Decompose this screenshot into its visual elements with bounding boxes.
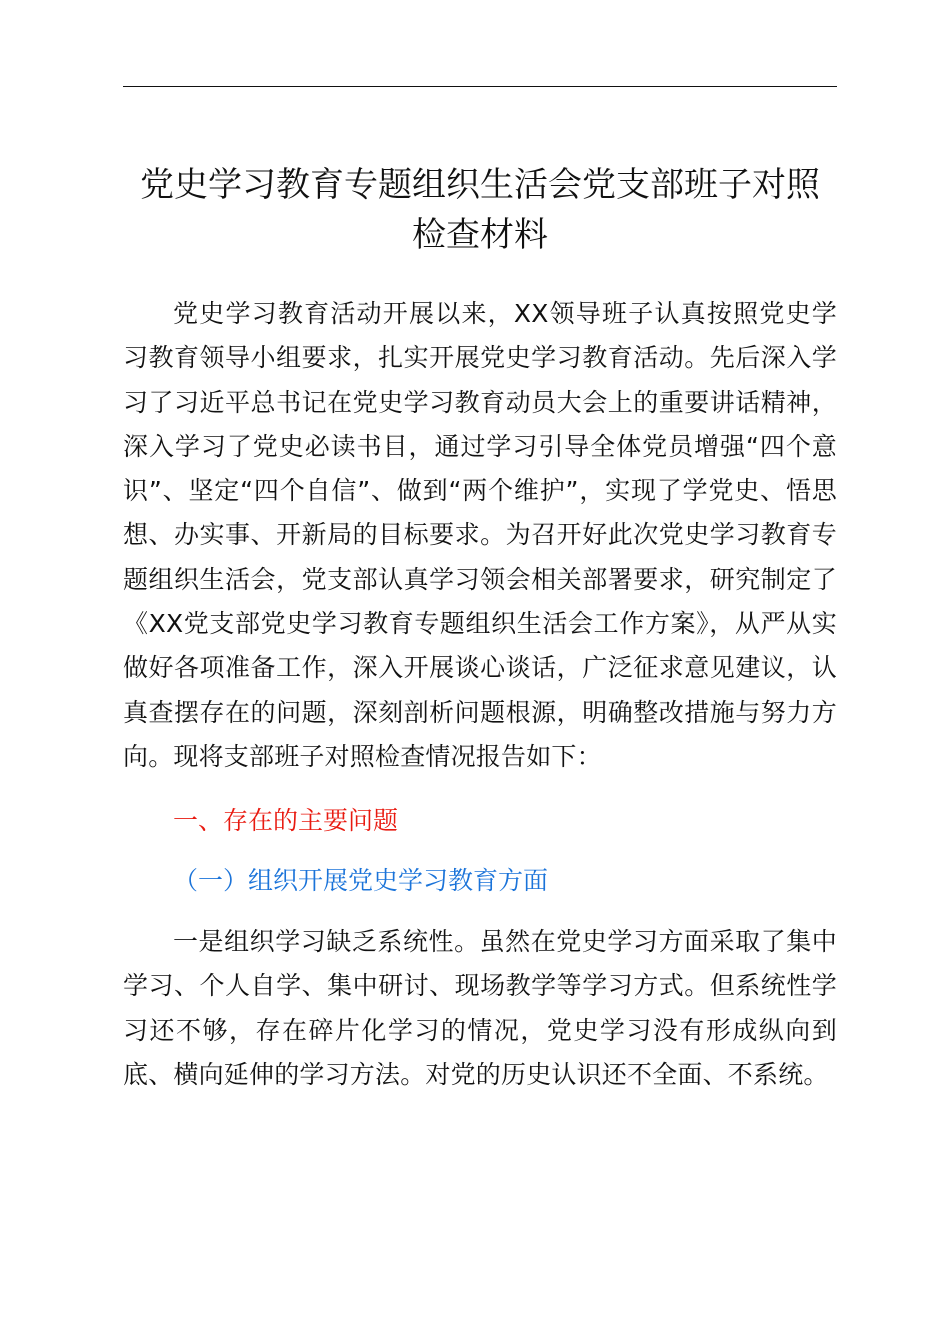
- document-title-line-2: 检查材料: [412, 215, 548, 255]
- document-title: [100, 160, 860, 260]
- point-paragraph: 一是组织学习缺乏系统性。虽然在党史学习方面采取了集中学习、个人自学、集中研讨、现场教学等学习方式。但系统性学习还不够，存在碎片化学习的情况，党史学习没有形成纵向到底、横向延伸的学习方法。对党的历史认识还不全面、不系统。: [123, 927, 837, 1089]
- document-title-line-1: 党史学习教育专题组织生活会党支部班子对照: [140, 165, 820, 205]
- subsection-heading: （一）组织开展党史学习教育方面: [173, 866, 549, 895]
- intro-paragraph: 党史学习教育活动开展以来，XX领导班子认真按照党史学习教育领导小组要求，扎实开展党史学习教育活动。先后深入学习了习近平总书记在党史学习教育动员大会上的重要讲话精神，深入学习了党史必读书目，通过学习引导全体党员增强“四个意识”、坚定“四个自信”、做到“两个维护”，实现了学党史、悟思想、办实事、开新局的目标要求。为召开好此次党史学习教育专题组织生活会，党支部认真学习领会相关部署要求，研究制定了《XX党支部党史学习教育专题组织生活会工作方案》，从严从实做好各项准备工作，深入开展谈心谈话，广泛征求意见建议，认真查摆存在的问题，深刻剖析问题根源，明确整改措施与努力方向。现将支部班子对照检查情况报告如下：: [123, 299, 837, 771]
- header-rule: [123, 86, 837, 87]
- section-heading: 一、存在的主要问题: [173, 806, 399, 835]
